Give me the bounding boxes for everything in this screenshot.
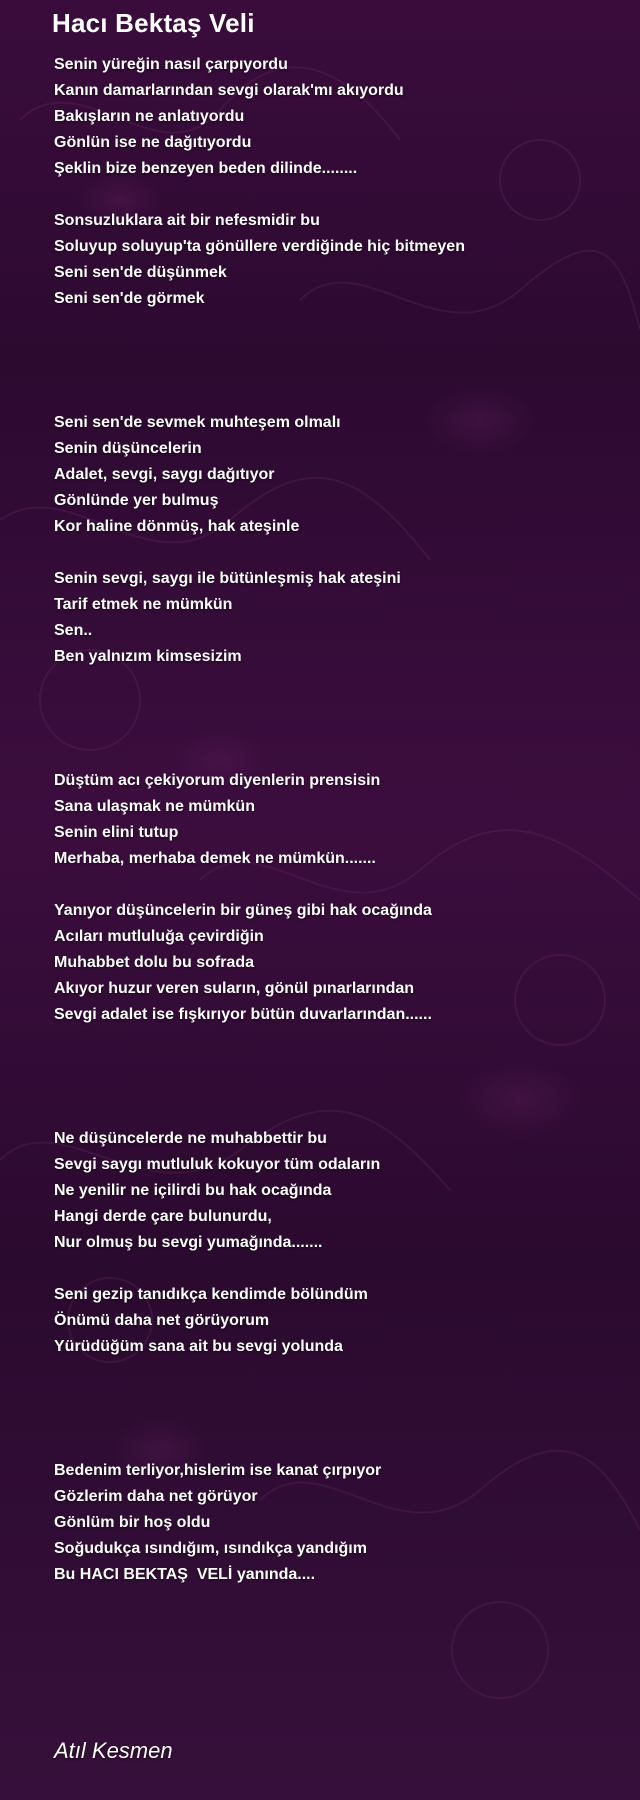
poem-line: Senin elini tutup [54, 824, 179, 841]
stanza [54, 566, 614, 670]
poem-line: Soğudukça ısındığım, ısındıkça yandığım [54, 1540, 367, 1557]
stanza [54, 208, 614, 312]
poem-line: Sevgi saygı mutluluk kokuyor tüm odaların [54, 1156, 381, 1173]
poem-line: Seni sen'de düşünmek [54, 264, 227, 281]
poem-line: Bedenim terliyor,hislerim ise kanat çırpıyor [54, 1462, 382, 1479]
poem-line: Seni sen'de görmek [54, 290, 205, 307]
poem-line: Tarif etmek ne mümkün [54, 596, 233, 613]
poem-line: Merhaba, merhaba demek ne mümkün....... [54, 850, 376, 867]
section-gap [54, 1360, 614, 1458]
poem-line: Yürüdüğüm sana ait bu sevgi yolunda [54, 1338, 343, 1355]
poem-line: Önümü daha net görüyorum [54, 1312, 270, 1329]
poem-line: Sen.. [54, 622, 93, 639]
poem-title: Hacı Bektaş Veli [52, 8, 255, 38]
poem-line: Sana ulaşmak ne mümkün [54, 798, 255, 815]
poem-line: Kor haline dönmüş, hak ateşinle [54, 518, 300, 535]
stanza-gap [54, 182, 614, 208]
poem-line: Şeklin bize benzeyen beden dilinde........ [54, 160, 358, 177]
poem-line: Senin sevgi, saygı ile bütünleşmiş hak ateşini [54, 570, 401, 587]
poem-line: Senin yüreğin nasıl çarpıyordu [54, 56, 288, 73]
poem-line: Muhabbet dolu bu sofrada [54, 954, 254, 971]
poem-line: Sonsuzluklara ait bir nefesmidir bu [54, 212, 320, 229]
poem-body [54, 52, 614, 1588]
poem-line: Ne düşüncelerde ne muhabbettir bu [54, 1130, 327, 1147]
poem-line: Seni gezip tanıdıkça kendimde bölündüm [54, 1286, 368, 1303]
stanza-gap [54, 1256, 614, 1282]
poem-line: Acıları mutluluğa çevirdiğin [54, 928, 264, 945]
stanza [54, 1282, 614, 1360]
poem-line: Hangi derde çare bulunurdu, [54, 1208, 272, 1225]
poem-line: Seni sen'de sevmek muhteşem olmalı [54, 414, 341, 431]
poem-line: Sevgi adalet ise fışkırıyor bütün duvarlarından...... [54, 1006, 432, 1023]
stanza [54, 768, 614, 872]
poem-line: Bakışların ne anlatıyordu [54, 108, 245, 125]
stanza [54, 52, 614, 182]
poem-line: Bu HACI BEKTAŞ VELİ yanında.... [54, 1566, 316, 1583]
poem-line: Gözlerim daha net görüyor [54, 1488, 258, 1505]
poem-line: Yanıyor düşüncelerin bir güneş gibi hak ocağında [54, 902, 432, 919]
stanza [54, 1458, 614, 1588]
poem-line: Ne yenilir ne içilirdi bu hak ocağında [54, 1182, 332, 1199]
poem-line: Senin düşüncelerin [54, 440, 202, 457]
section-gap [54, 312, 614, 410]
stanza [54, 1126, 614, 1256]
poem-line: Gönlün ise ne dağıtıyordu [54, 134, 252, 151]
section-gap [54, 1028, 614, 1126]
poem-line: Gönlünde yer bulmuş [54, 492, 219, 509]
poem-line: Akıyor huzur veren suların, gönül pınarlarından [54, 980, 415, 997]
poem-line: Düştüm acı çekiyorum diyenlerin prensisin [54, 772, 381, 789]
section-gap [54, 670, 614, 768]
poem-author: Atıl Kesmen [54, 1738, 173, 1763]
stanza-gap [54, 872, 614, 898]
stanza [54, 410, 614, 540]
poem-line: Gönlüm bir hoş oldu [54, 1514, 211, 1531]
poem-line: Soluyup soluyup'ta gönüllere verdiğinde hiç bitmeyen [54, 238, 465, 255]
poem-line: Kanın damarlarından sevgi olarak'mı akıyordu [54, 82, 404, 99]
poem-line: Adalet, sevgi, saygı dağıtıyor [54, 466, 275, 483]
poem-line: Nur olmuş bu sevgi yumağında....... [54, 1234, 323, 1251]
stanza-gap [54, 540, 614, 566]
stanza [54, 898, 614, 1028]
poem-line: Ben yalnızım kimsesizim [54, 648, 242, 665]
